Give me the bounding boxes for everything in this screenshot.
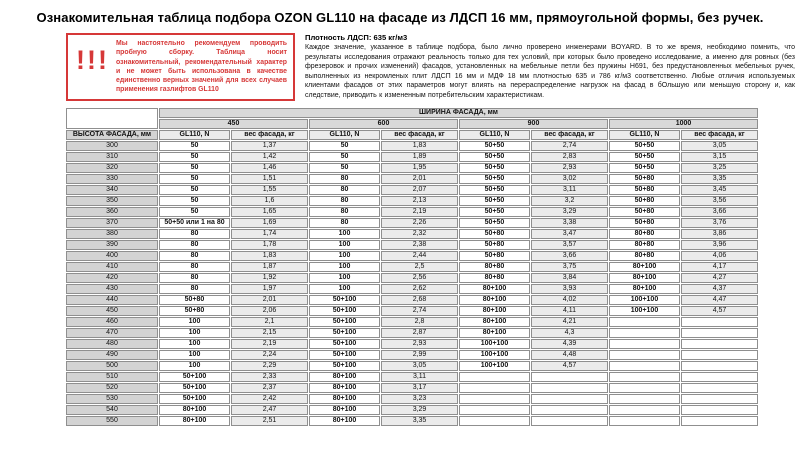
gl110-cell: 50 (159, 174, 230, 184)
height-cell: 440 (66, 295, 158, 305)
table-row (66, 251, 758, 261)
table-row (66, 174, 758, 184)
weight-cell: 4,39 (531, 339, 608, 349)
weight-cell: 4,47 (681, 295, 758, 305)
gl110-cell: 80 (309, 196, 380, 206)
table-row (66, 317, 758, 327)
table-body (66, 141, 758, 426)
gl110-cell: 80+80 (609, 251, 680, 261)
weight-cell: 2,74 (531, 141, 608, 151)
height-cell: 360 (66, 207, 158, 217)
empty-cell (681, 317, 758, 327)
gl110-cell: 80+100 (609, 262, 680, 272)
weight-cell: 3,57 (531, 240, 608, 250)
empty-cell (531, 383, 608, 393)
gl110-cell: 100+100 (459, 339, 530, 349)
weight-cell: 3,56 (681, 196, 758, 206)
gl110-cell: 80 (159, 229, 230, 239)
weight-cell: 4,57 (681, 306, 758, 316)
weight-cell: 2,01 (381, 174, 458, 184)
width-band-header: ШИРИНА ФАСАДА, мм (159, 108, 758, 118)
gl110-cell: 50+100 (309, 361, 380, 371)
weight-cell: 4,17 (681, 262, 758, 272)
weight-cell: 2,8 (381, 317, 458, 327)
weight-cell: 3,45 (681, 185, 758, 195)
weight-cell: 2,68 (381, 295, 458, 305)
weight-cell: 3,38 (531, 218, 608, 228)
table-row (66, 350, 758, 360)
density-note: Плотность ЛДСП: 635 кг/м3 (305, 33, 408, 42)
gl110-cell: 80+80 (459, 273, 530, 283)
weight-cell: 2,06 (231, 306, 308, 316)
empty-cell (609, 317, 680, 327)
gl110-cell: 50 (309, 163, 380, 173)
empty-cell (459, 372, 530, 382)
height-cell: 540 (66, 405, 158, 415)
weight-cell: 2,33 (231, 372, 308, 382)
table-row (66, 141, 758, 151)
empty-cell (681, 394, 758, 404)
weight-cell: 4,06 (681, 251, 758, 261)
gl110-cell: 80+100 (459, 328, 530, 338)
exclamation-icon: !!! (76, 45, 109, 75)
gl110-cell: 50+50 (459, 196, 530, 206)
weight-cell: 1,78 (231, 240, 308, 250)
gl110-cell: 100 (159, 361, 230, 371)
gl110-cell: 80+100 (459, 317, 530, 327)
weight-cell: 2,32 (381, 229, 458, 239)
gl110-cell: 50+100 (309, 339, 380, 349)
empty-cell (459, 416, 530, 426)
gl110-cell: 50+100 (309, 328, 380, 338)
weight-cell: 4,11 (531, 306, 608, 316)
table-row (66, 372, 758, 382)
empty-cell (459, 394, 530, 404)
height-cell: 410 (66, 262, 158, 272)
weight-cell: 2,74 (381, 306, 458, 316)
table-row (66, 405, 758, 415)
empty-cell (681, 339, 758, 349)
empty-cell (681, 416, 758, 426)
gl110-cell: 50+50 (459, 174, 530, 184)
gl110-cell: 50+80 (159, 295, 230, 305)
gl110-cell: 80+100 (309, 372, 380, 382)
weight-cell: 1,42 (231, 152, 308, 162)
height-cell: 490 (66, 350, 158, 360)
gl110-cell: 80+100 (609, 273, 680, 283)
weight-cell: 3,29 (531, 207, 608, 217)
weight-cell: 3,05 (681, 141, 758, 151)
empty-cell (609, 328, 680, 338)
weight-cell: 2,1 (231, 317, 308, 327)
weight-cell: 1,95 (381, 163, 458, 173)
weight-cell: 1,37 (231, 141, 308, 151)
table-row (66, 196, 758, 206)
table-row (66, 207, 758, 217)
gl110-cell: 100 (309, 251, 380, 261)
gl110-cell: 50+50 (459, 141, 530, 151)
empty-cell (609, 394, 680, 404)
empty-cell (681, 328, 758, 338)
weight-cell: 3,76 (681, 218, 758, 228)
weight-cell: 2,15 (231, 328, 308, 338)
table-row (66, 284, 758, 294)
gl110-cell: 50 (309, 141, 380, 151)
gl110-cell: 100 (309, 262, 380, 272)
height-cell: 340 (66, 185, 158, 195)
height-cell: 420 (66, 273, 158, 283)
weight-cell: 2,5 (381, 262, 458, 272)
weight-cell: 4,27 (681, 273, 758, 283)
gl110-cell: 80 (159, 240, 230, 250)
weight-cell: 4,37 (681, 284, 758, 294)
table-row (66, 262, 758, 272)
height-cell: 460 (66, 317, 158, 327)
gl110-cell: 50+100 (159, 372, 230, 382)
gl110-cell: 100+100 (609, 306, 680, 316)
width-value-900: 900 (459, 119, 608, 129)
gl110-cell: 50+50 (609, 141, 680, 151)
weight-cell: 3,02 (531, 174, 608, 184)
weight-cell: 1,65 (231, 207, 308, 217)
gl110-cell: 100+100 (459, 361, 530, 371)
intro-text: Каждое значение, указанное в таблице подбора, было лично проверено инженерами BOYARD. В то же время, необходимо помнить, что результаты исследования отражают реальность только для тех условий, при которых было проведено исследование, а именно для ровных (без фрезеровок и прочих изменений) фасадов, установленных на мебельные петли без пружины H691, без предустановленных мебельных ручек, выполненных из некромленых плит ЛДСП 16 мм и МДФ 18 мм плотностью 635 и 786 кг/м3 соответственно. Любые отличия используемых клиентами фасадов от этих параметров могут влиять на перераспределение нагрузок на фасад в бОльшую или меньшую сторону и, как следствие, приводить к измененным потребительским характеристикам. (305, 44, 795, 99)
gl110-cell: 50 (159, 141, 230, 151)
table-row (66, 394, 758, 404)
height-cell: 500 (66, 361, 158, 371)
weight-cell: 1,6 (231, 196, 308, 206)
weight-cell: 2,99 (381, 350, 458, 360)
table-row (66, 383, 758, 393)
gl110-cell: 80+100 (309, 383, 380, 393)
gl110-cell: 50+80 (609, 218, 680, 228)
weight-cell: 3,66 (681, 207, 758, 217)
gl110-cell: 50 (159, 196, 230, 206)
gl110-cell: 50+80 (459, 229, 530, 239)
gl110-cell: 80 (309, 207, 380, 217)
weight-cell: 3,75 (531, 262, 608, 272)
weight-cell: 3,11 (531, 185, 608, 195)
weight-cell: 1,83 (231, 251, 308, 261)
weight-cell: 3,23 (381, 394, 458, 404)
weight-header-900: вес фасада, кг (531, 130, 608, 140)
empty-cell (681, 383, 758, 393)
gl110-cell: 80+100 (459, 284, 530, 294)
empty-cell (609, 416, 680, 426)
weight-cell: 3,05 (381, 361, 458, 371)
gl110-cell: 50+80 (459, 251, 530, 261)
gl110-cell: 80 (309, 218, 380, 228)
gl110-cell: 50+80 (609, 185, 680, 195)
table-row (66, 416, 758, 426)
gl110-cell: 50+50 (459, 218, 530, 228)
weight-cell: 2,47 (231, 405, 308, 415)
gl110-cell: 50+50 (609, 163, 680, 173)
weight-cell: 1,83 (381, 141, 458, 151)
height-header: ВЫСОТА ФАСАДА, мм (66, 130, 158, 140)
gl110-cell: 50+100 (309, 295, 380, 305)
weight-cell: 1,89 (381, 152, 458, 162)
table-row (66, 361, 758, 371)
selection-table (65, 107, 759, 427)
weight-cell: 1,51 (231, 174, 308, 184)
empty-cell (609, 361, 680, 371)
weight-cell: 3,84 (531, 273, 608, 283)
weight-cell: 2,93 (381, 339, 458, 349)
height-cell: 510 (66, 372, 158, 382)
weight-cell: 1,87 (231, 262, 308, 272)
gl110-cell: 50+80 (609, 207, 680, 217)
height-cell: 520 (66, 383, 158, 393)
weight-header-450: вес фасада, кг (231, 130, 308, 140)
weight-cell: 2,51 (231, 416, 308, 426)
weight-cell: 2,38 (381, 240, 458, 250)
gl110-cell: 100 (159, 328, 230, 338)
empty-cell (459, 405, 530, 415)
weight-cell: 3,96 (681, 240, 758, 250)
weight-cell: 4,02 (531, 295, 608, 305)
weight-cell: 2,62 (381, 284, 458, 294)
gl110-cell: 100 (159, 317, 230, 327)
gl110-cell: 80+80 (609, 229, 680, 239)
gl110-cell: 80+100 (159, 416, 230, 426)
table-row (66, 339, 758, 349)
empty-cell (681, 405, 758, 415)
height-cell: 400 (66, 251, 158, 261)
weight-cell: 3,2 (531, 196, 608, 206)
gl110-header-1000: GL110, N (609, 130, 680, 140)
height-cell: 350 (66, 196, 158, 206)
table-row (66, 240, 758, 250)
weight-cell: 3,66 (531, 251, 608, 261)
gl110-cell: 50 (159, 207, 230, 217)
gl110-cell: 50+80 (459, 240, 530, 250)
gl110-cell: 50+50 (609, 152, 680, 162)
weight-cell: 1,46 (231, 163, 308, 173)
table-row (66, 185, 758, 195)
weight-cell: 1,74 (231, 229, 308, 239)
gl110-cell: 100 (309, 273, 380, 283)
empty-cell (459, 383, 530, 393)
gl110-cell: 80+100 (309, 416, 380, 426)
table-row (66, 163, 758, 173)
header-row-widths (66, 119, 758, 129)
gl110-cell: 50 (159, 185, 230, 195)
intro-block (295, 33, 795, 100)
gl110-cell: 100 (309, 229, 380, 239)
table-row (66, 229, 758, 239)
gl110-cell: 80+100 (309, 405, 380, 415)
table-row (66, 295, 758, 305)
weight-cell: 1,55 (231, 185, 308, 195)
header-row-labels (66, 130, 758, 140)
empty-cell (531, 405, 608, 415)
weight-cell: 2,24 (231, 350, 308, 360)
gl110-cell: 80+80 (459, 262, 530, 272)
gl110-cell: 80+100 (459, 306, 530, 316)
gl110-cell: 50 (159, 152, 230, 162)
gl110-header-900: GL110, N (459, 130, 530, 140)
gl110-cell: 100+100 (459, 350, 530, 360)
empty-cell (681, 350, 758, 360)
weight-cell: 2,01 (231, 295, 308, 305)
gl110-cell: 80 (159, 284, 230, 294)
gl110-cell: 50+100 (309, 317, 380, 327)
weight-cell: 2,87 (381, 328, 458, 338)
height-cell: 370 (66, 218, 158, 228)
weight-cell: 3,17 (381, 383, 458, 393)
empty-cell (531, 394, 608, 404)
gl110-cell: 100+100 (609, 295, 680, 305)
gl110-cell: 80+100 (609, 284, 680, 294)
gl110-cell: 80+100 (309, 394, 380, 404)
warning-text: Мы настоятельно рекомендуем проводить пробную сборку. Таблица носит ознакомительный, рекомендательный характер и не может быть использована в качестве единственно верных значений для всех случаев применения газлифтов GL110 (115, 40, 287, 94)
height-cell: 330 (66, 174, 158, 184)
weight-cell: 2,07 (381, 185, 458, 195)
top-section (66, 33, 795, 101)
height-cell: 470 (66, 328, 158, 338)
table-row (66, 306, 758, 316)
table-row (66, 218, 758, 228)
height-cell: 390 (66, 240, 158, 250)
gl110-cell: 80 (309, 185, 380, 195)
empty-cell (531, 416, 608, 426)
height-cell: 550 (66, 416, 158, 426)
weight-cell: 2,19 (381, 207, 458, 217)
empty-cell (609, 339, 680, 349)
weight-cell: 3,25 (681, 163, 758, 173)
table-row (66, 273, 758, 283)
weight-cell: 2,93 (531, 163, 608, 173)
gl110-cell: 50+80 (159, 306, 230, 316)
weight-cell: 2,44 (381, 251, 458, 261)
weight-cell: 2,83 (531, 152, 608, 162)
empty-cell (531, 372, 608, 382)
weight-cell: 3,11 (381, 372, 458, 382)
empty-cell (609, 405, 680, 415)
gl110-cell: 100 (159, 350, 230, 360)
weight-cell: 4,3 (531, 328, 608, 338)
weight-cell: 2,56 (381, 273, 458, 283)
weight-cell: 2,29 (231, 361, 308, 371)
weight-cell: 3,47 (531, 229, 608, 239)
gl110-cell: 50+100 (309, 350, 380, 360)
empty-cell (609, 372, 680, 382)
gl110-header-450: GL110, N (159, 130, 230, 140)
gl110-cell: 80+80 (609, 240, 680, 250)
gl110-cell: 50+80 (609, 174, 680, 184)
weight-cell: 3,29 (381, 405, 458, 415)
weight-cell: 2,42 (231, 394, 308, 404)
gl110-cell: 80 (159, 262, 230, 272)
weight-cell: 1,92 (231, 273, 308, 283)
height-cell: 530 (66, 394, 158, 404)
gl110-cell: 50+50 или 1 на 80 (159, 218, 230, 228)
weight-cell: 2,26 (381, 218, 458, 228)
gl110-cell: 50+100 (159, 394, 230, 404)
header-row-band (66, 108, 758, 118)
gl110-cell: 100 (309, 240, 380, 250)
weight-cell: 3,35 (681, 174, 758, 184)
empty-cell (609, 350, 680, 360)
weight-header-1000: вес фасада, кг (681, 130, 758, 140)
weight-cell: 3,35 (381, 416, 458, 426)
height-cell: 320 (66, 163, 158, 173)
height-cell: 310 (66, 152, 158, 162)
gl110-cell: 50+100 (309, 306, 380, 316)
weight-cell: 4,57 (531, 361, 608, 371)
weight-cell: 3,86 (681, 229, 758, 239)
table-row (66, 328, 758, 338)
gl110-cell: 50+80 (609, 196, 680, 206)
gl110-cell: 100 (309, 284, 380, 294)
width-value-600: 600 (309, 119, 458, 129)
table-row (66, 152, 758, 162)
gl110-cell: 80 (159, 251, 230, 261)
height-cell: 480 (66, 339, 158, 349)
gl110-cell: 50+100 (159, 383, 230, 393)
weight-cell: 4,48 (531, 350, 608, 360)
gl110-cell: 50 (159, 163, 230, 173)
gl110-cell: 100 (159, 339, 230, 349)
empty-cell (681, 361, 758, 371)
weight-cell: 2,13 (381, 196, 458, 206)
width-value-450: 450 (159, 119, 308, 129)
height-cell: 300 (66, 141, 158, 151)
weight-cell: 3,15 (681, 152, 758, 162)
gl110-cell: 80 (309, 174, 380, 184)
empty-cell (681, 372, 758, 382)
gl110-cell: 80+100 (159, 405, 230, 415)
weight-cell: 1,97 (231, 284, 308, 294)
gl110-cell: 50+50 (459, 185, 530, 195)
empty-cell (609, 383, 680, 393)
height-cell: 380 (66, 229, 158, 239)
corner-cell (66, 108, 158, 129)
gl110-cell: 50+50 (459, 207, 530, 217)
height-cell: 430 (66, 284, 158, 294)
gl110-header-600: GL110, N (309, 130, 380, 140)
weight-cell: 2,37 (231, 383, 308, 393)
weight-cell: 2,19 (231, 339, 308, 349)
weight-cell: 3,93 (531, 284, 608, 294)
gl110-cell: 80+100 (459, 295, 530, 305)
weight-cell: 4,21 (531, 317, 608, 327)
page-title: Ознакомительная таблица подбора OZON GL110 на фасаде из ЛДСП 16 мм, прямоугольной формы, без ручек. (36, 10, 764, 25)
gl110-cell: 50 (309, 152, 380, 162)
gl110-cell: 50+50 (459, 163, 530, 173)
weight-cell: 1,69 (231, 218, 308, 228)
warning-box (66, 33, 295, 101)
width-value-1000: 1000 (609, 119, 758, 129)
gl110-cell: 80 (159, 273, 230, 283)
height-cell: 450 (66, 306, 158, 316)
table-header (66, 108, 758, 140)
weight-header-600: вес фасада, кг (381, 130, 458, 140)
gl110-cell: 50+50 (459, 152, 530, 162)
